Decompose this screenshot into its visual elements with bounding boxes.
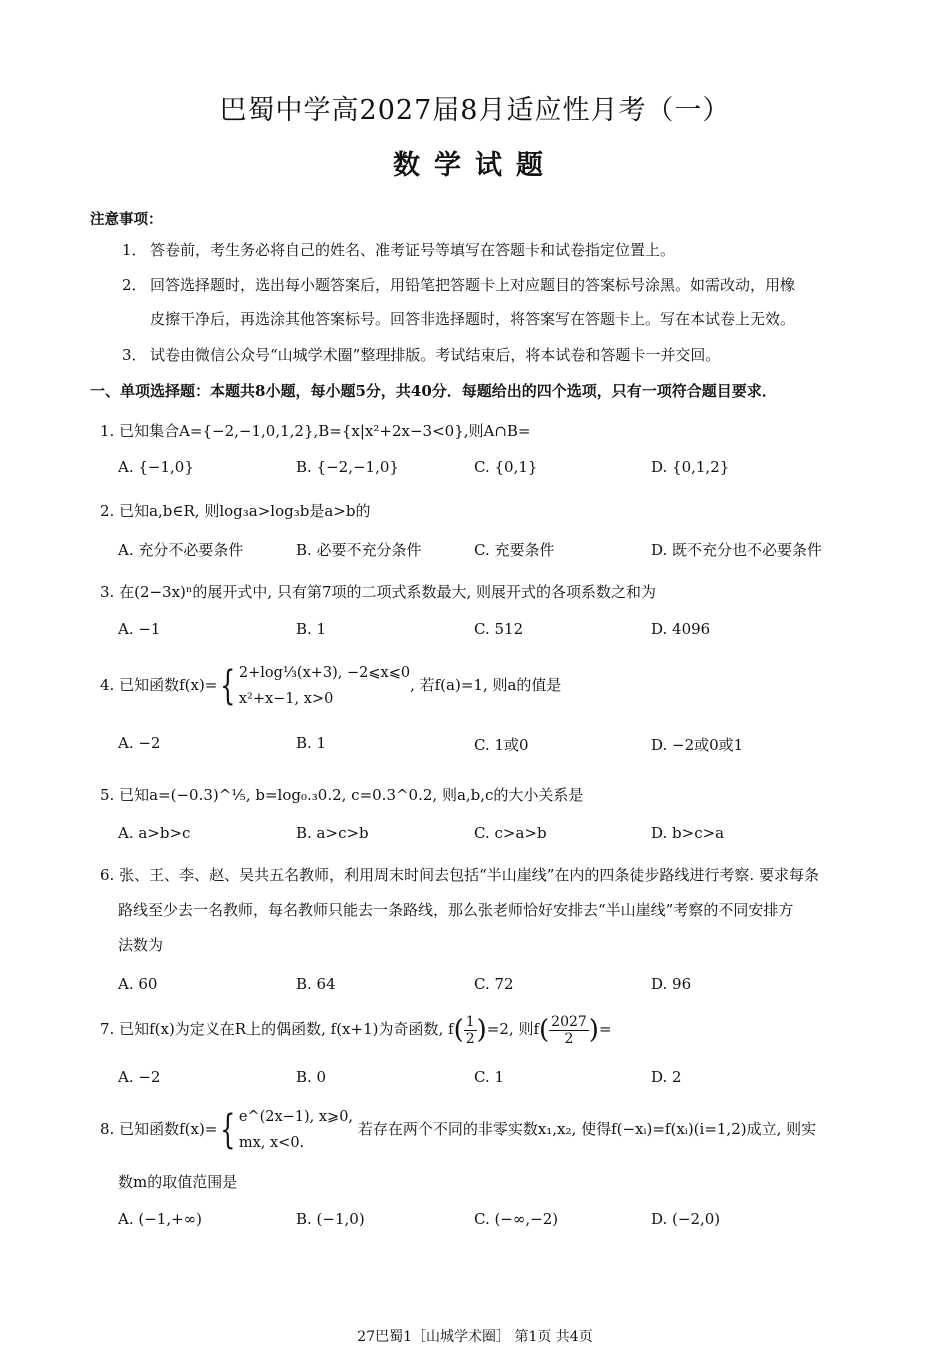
question-number: 2. (100, 502, 115, 520)
option-b: B. 1 (296, 734, 327, 752)
question-stem-post: 若存在两个不同的非零实数x₁,x₂, 使得f(−xᵢ)=f(xᵢ)(i=1,2)成立, 则实 (353, 1120, 817, 1138)
option-d: D. 2 (651, 1068, 682, 1086)
question-stem-post: = (598, 1020, 612, 1038)
question-3 (100, 575, 870, 609)
question-number: 3. (100, 583, 115, 601)
fraction-2: $\frac{2027}{2}$ (551, 1013, 587, 1047)
option-b: B. 0 (296, 1068, 327, 1086)
notice-heading: 注意事项： (90, 211, 163, 228)
question-stem: 已知a,b∈R, 则log₃a>log₃b是a>b的 (119, 502, 371, 520)
option-a: A. −1 (118, 620, 161, 638)
question-number: 5. (100, 786, 115, 804)
brace-icon: { (220, 1107, 236, 1153)
case-2: mx, x<0. (238, 1135, 305, 1151)
option-c: C. 充要条件 (474, 541, 555, 559)
question-stem: 已知集合A={−2,−1,0,1,2},B={x|x²+2x−3<0},则A∩B= (119, 422, 531, 440)
question-number: 6. (100, 866, 115, 884)
question-stem-mid: =2, 则f (486, 1020, 539, 1038)
notice-num: 2． (122, 276, 147, 294)
options-1 (118, 458, 878, 488)
options-5 (118, 824, 878, 854)
question-1 (100, 414, 870, 448)
option-a: A. (−1,+∞) (118, 1210, 203, 1228)
question-stem-post: , 若f(a)=1, 则a的值是 (410, 676, 562, 694)
page-footer: 27巴蜀1［山城学术圈］ 第1页 共4页 (357, 1329, 593, 1345)
option-b: B. 必要不充分条件 (296, 541, 422, 559)
question-number: 4. (100, 676, 115, 694)
question-4 (100, 660, 870, 712)
section-heading: 一、单项选择题：本题共8小题，每小题5分，共40分．每题给出的四个选项，只有一项符合题目要求． (90, 382, 777, 400)
question-number: 1. (100, 422, 115, 440)
option-c: C. 512 (474, 620, 524, 638)
notice-item-3 (122, 338, 862, 372)
options-6 (118, 975, 878, 1005)
option-d: D. 既不充分也不必要条件 (651, 541, 823, 559)
question-number: 7. (100, 1020, 115, 1038)
exam-title: 巴蜀中学高2027届8月适应性月考（一） (219, 95, 731, 126)
option-a: A. 60 (118, 975, 158, 993)
option-d: D. {0,1,2} (651, 458, 730, 476)
case-1: e^(2x−1), x⩾0, (238, 1109, 354, 1125)
question-8-line-2 (118, 1165, 888, 1199)
option-c: C. (−∞,−2) (474, 1210, 559, 1228)
question-stem-line: 数m的取值范围是 (118, 1173, 238, 1191)
options-8 (118, 1210, 878, 1240)
case-2: x²+x−1, x>0 (238, 691, 334, 707)
case-1: 2+log⅓(x+3), −2⩽x⩽0 (238, 665, 411, 681)
notice-item-2 (122, 268, 862, 336)
notice-item-1 (122, 233, 862, 267)
option-b: B. (−1,0) (296, 1210, 365, 1228)
options-2 (118, 539, 878, 569)
option-c: C. 1 (474, 1068, 505, 1086)
question-stem: 已知a=(−0.3)^⅕, b=log₀.₃0.2, c=0.3^0.2, 则a,b,c的大小关系是 (119, 786, 584, 804)
option-c: C. c>a>b (474, 824, 547, 842)
option-a: A. −2 (118, 734, 161, 752)
option-b: B. {−2,−1,0} (296, 458, 399, 476)
option-b: B. 64 (296, 975, 336, 993)
notice-num: 3． (122, 346, 147, 364)
question-stem-pre: 已知函数f(x)= (119, 676, 218, 694)
option-c: C. {0,1} (474, 458, 538, 476)
notice-text: 试卷由微信公众号“山城学术圈”整理排版。考试结束后，将本试卷和答题卡一并交回。 (150, 346, 721, 364)
question-2 (100, 494, 870, 528)
piecewise-cases (239, 1104, 353, 1156)
option-c: C. 1或0 (474, 736, 529, 754)
question-8 (100, 1104, 870, 1156)
option-c: C. 72 (474, 975, 514, 993)
brace-icon: { (220, 663, 236, 709)
option-d: D. −2或0或1 (651, 736, 744, 754)
piecewise-cases (239, 660, 410, 712)
notice-text: 答卷前，考生务必将自己的姓名、准考证号等填写在答题卡和试卷指定位置上。 (150, 241, 676, 259)
option-b: B. a>c>b (296, 824, 369, 842)
question-stem-line: 法数为 (118, 936, 164, 954)
notice-text-continued: 皮擦干净后，再选涂其他答案标号。回答非选择题时，将答案写在答题卡上。写在本试卷上无效。 (150, 310, 796, 328)
question-stem: 在(2−3x)ⁿ的展开式中, 只有第7项的二项式系数最大, 则展开式的各项系数之和为 (119, 583, 657, 601)
notice-num: 1． (122, 241, 147, 259)
option-d: D. b>c>a (651, 824, 725, 842)
question-5 (100, 778, 870, 812)
option-a: A. {−1,0} (118, 458, 194, 476)
question-stem-pre: 已知函数f(x)= (119, 1120, 218, 1138)
option-a: A. −2 (118, 1068, 161, 1086)
option-a: A. 充分不必要条件 (118, 541, 244, 559)
fraction-1: $\frac{1}{2}$ (465, 1013, 475, 1047)
question-6 (100, 858, 870, 963)
option-d: D. 96 (651, 975, 692, 993)
question-stem-line: 路线至少去一名教师，每名教师只能去一条路线，那么张老师恰好安排去“半山崖线”考察的不同安排方 (118, 901, 794, 919)
option-d: D. (−2,0) (651, 1210, 721, 1228)
option-b: B. 1 (296, 620, 327, 638)
options-7 (118, 1068, 878, 1098)
options-3 (118, 620, 878, 650)
option-d: D. 4096 (651, 620, 711, 638)
option-a: A. a>b>c (118, 824, 191, 842)
question-number: 8. (100, 1120, 115, 1138)
exam-subject: 数学试题 (393, 150, 557, 181)
question-stem-line: 张、王、李、赵、吴共五名教师，利用周末时间去包括“半山崖线”在内的四条徒步路线进行考察. 要求每条 (119, 866, 819, 884)
notice-text: 回答选择题时，选出每小题答案后，用铅笔把答题卡上对应题目的答案标号涂黑。如需改动，用橡 (150, 276, 796, 294)
question-7: 7. 已知f(x)为定义在R上的偶函数, f(x+1)为奇函数, f( $\frac{1}{2}$ )=2, 则f( $\frac{2027}{2}$ )= (100, 1013, 612, 1047)
question-stem-pre: 已知f(x)为定义在R上的偶函数, f(x+1)为奇函数, f (119, 1020, 454, 1038)
options-4 (118, 734, 878, 764)
